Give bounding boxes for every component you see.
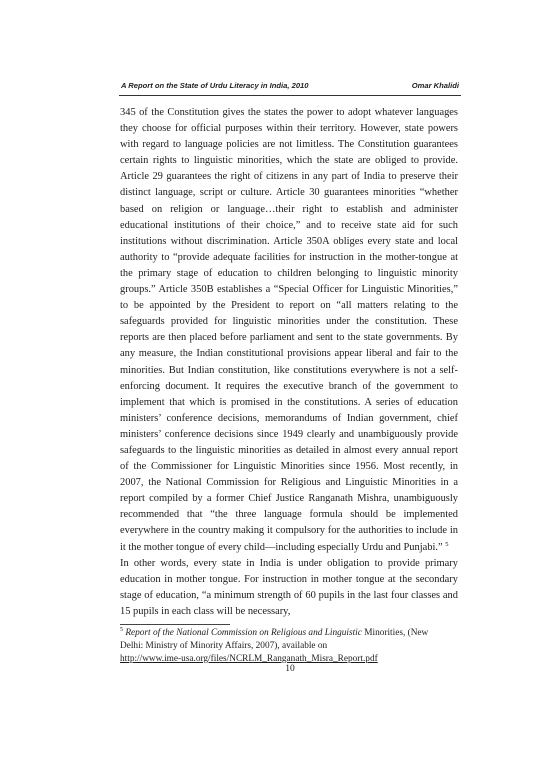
- body-text: [120, 105, 458, 620]
- running-header: [121, 81, 459, 95]
- paragraph-2-text: In other words, every state in India is under obligation to provide primary education in mother tongue. For instruction in mother tongue at the secondary stage of education, “a minimum strength of 60 pupils in the last four classes and 15 pupils in each class will be necessary,: [120, 557, 458, 617]
- paragraph-1-text: 345 of the Constitution gives the states the power to adopt whatever languages they choose for official purposes within their territory. However, state powers with regard to language policies are not limitless. The Constitution guarantees certain rights to linguistic minorities, which the state are obliged to provide. Article 29 guarantees the right of citizens in any part of India to preserve their distinct language, script or culture. Article 30 guarantees minorities “whether based on religion or language…their right to establish and administer educational institutions of their choice,” and to receive state aid for such institutions without discrimination. Article 350A obliges every state and local authority to “provide adequate facilities for instruction in the mother-tongue at the primary stage of education to children belonging to linguistic minority groups.” Article 350B establishes a “Special Officer for Linguistic Minorities,” to be appointed by the President to report on “all matters relating to the safeguards provided for linguistic minorities under the constitution. These reports are then placed before parliament and sent to the state governments. By any measure, the Indian constitutional provisions appear liberal and fair to the minorities. But Indian constitution, like constitutions everywhere is not a self-enforcing document. It requires the executive branch of the government to implement that which is promised in the constitutions. A series of education ministers’ conference decisions, memorandums of Indian government, chief ministers’ conference decisions since 1949 clearly and unambiguously provide safeguards to the linguistic minorities as detailed in almost every annual report of the Commissioner for Linguistic Minorities since 1956. Most recently, in 2007, the National Commission for Religious and Linguistic Minorities in a report compiled by a former Chief Justice Ranganath Mishra, unambiguously recommended that “the three language formula should be implemented everywhere in the country making it compulsory for the authorities to include in it the mother tongue of every child—including especially Urdu and Punjabi.”: [120, 107, 458, 553]
- header-author: Omar Khalidi: [411, 81, 459, 90]
- footnote-rule: [120, 624, 230, 625]
- footnote-line-2: Delhi: Ministry of Minority Affairs, 2007), available on: [120, 640, 328, 651]
- page-number: 10: [285, 664, 295, 674]
- footnote-link[interactable]: http://www.ime-usa.org/files/NCRLM_Ranganath_Misra_Report.pdf: [120, 653, 378, 664]
- footnote-reference[interactable]: 5: [445, 540, 449, 548]
- paragraph-1: [120, 105, 458, 556]
- footnote-marker: 5: [120, 627, 123, 633]
- paragraph-2: [120, 556, 458, 620]
- header-rule: [119, 95, 461, 96]
- footnote-line-1: [120, 627, 450, 640]
- footnote-title-rest: Minorities, (New: [361, 628, 429, 638]
- footnote: [120, 627, 450, 665]
- header-title: A Report on the State of Urdu Literacy in India, 2010: [121, 81, 309, 90]
- footnote-title: Report of the National Commission on Religious and Linguistic: [125, 628, 362, 638]
